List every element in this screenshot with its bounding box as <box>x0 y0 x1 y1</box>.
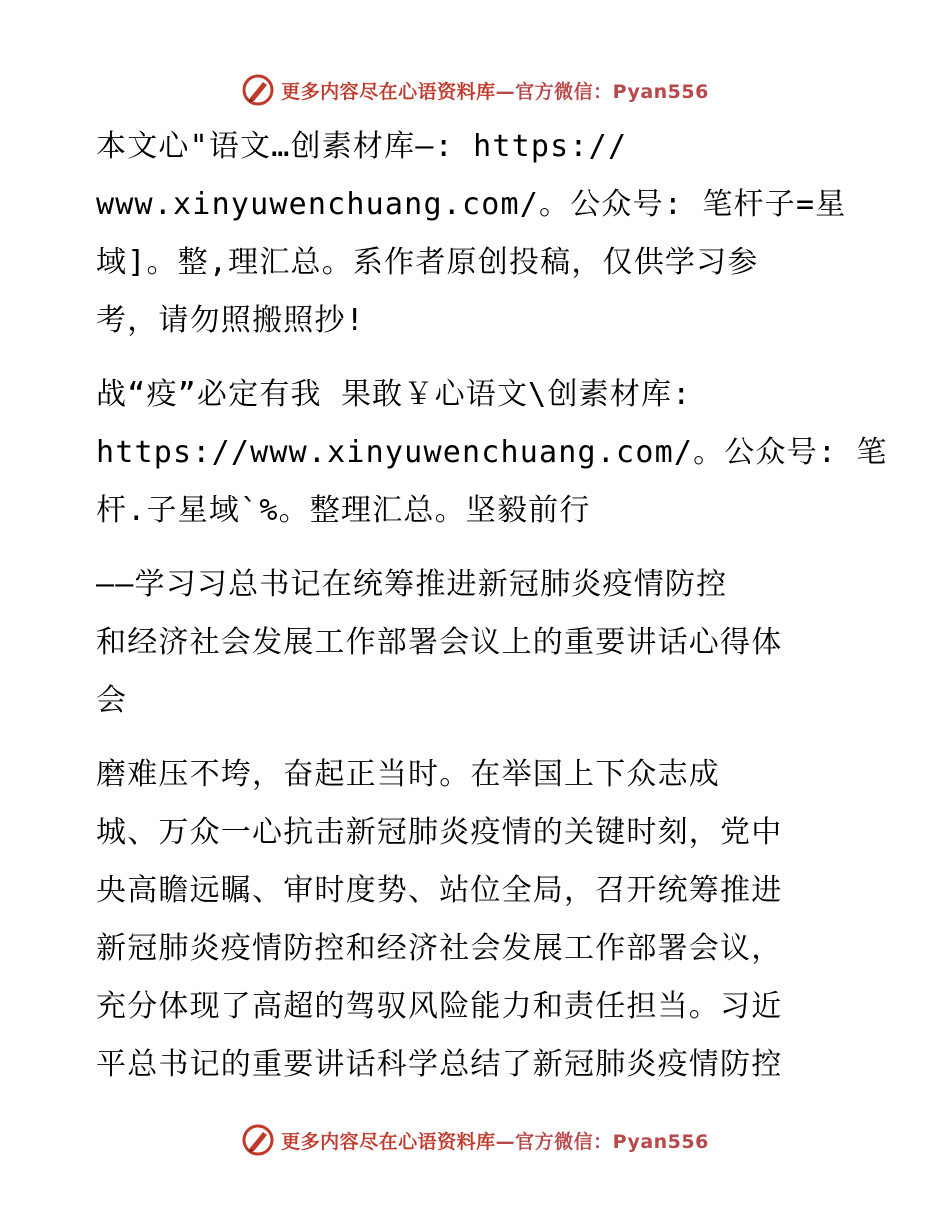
text-line: 战“疫”必定有我 果敢￥心语文\创素材库: <box>96 377 692 412</box>
text-line: 杆.子星域`%。整理汇总。坚毅前行 <box>96 493 591 528</box>
text-line: 新冠肺炎疫情防控和经济社会发展工作部署会议， <box>96 931 783 966</box>
text-line: 会 <box>96 683 128 718</box>
pen-logo-icon <box>241 73 275 107</box>
text-line: 充分体现了高超的驾驭风险能力和责任担当。习近 <box>96 989 783 1024</box>
banner-wechat-text: —官方微信：Pyan556 <box>495 1130 709 1153</box>
banner-text <box>281 1127 709 1154</box>
banner-wechat-text: —官方微信：Pyan556 <box>495 80 709 103</box>
text-line: 和经济社会发展工作部署会议上的重要讲话心得体 <box>96 625 783 660</box>
document-body <box>96 118 888 1094</box>
banner-main-text: 更多内容尽在心语资料库 <box>281 80 496 103</box>
paragraph-subtitle <box>96 556 866 730</box>
text-line: 磨难压不垮，奋起正当时。在举国上下众志成 <box>96 757 720 792</box>
footer-banner <box>0 1120 950 1160</box>
paragraph-title <box>96 366 888 540</box>
text-line: 央高瞻远瞩、审时度势、站位全局，召开统筹推进 <box>96 873 783 908</box>
text-line: 考，请勿照搬照抄! <box>96 303 365 338</box>
paragraph-source-notice <box>96 118 866 350</box>
text-line: 城、万众一心抗击新冠肺炎疫情的关键时刻，党中 <box>96 815 783 850</box>
paragraph-body <box>96 746 866 1094</box>
header-banner <box>0 70 950 110</box>
text-line: https://www.xinyuwenchuang.com/。公众号: 笔 <box>96 435 888 470</box>
pen-logo-icon <box>241 1123 275 1157</box>
text-line: 平总书记的重要讲话科学总结了新冠肺炎疫情防控 <box>96 1047 783 1082</box>
text-line: 本文心"语文…创素材库—: https:// <box>96 129 628 164</box>
banner-text <box>281 77 709 104</box>
text-line: ——学习习总书记在统筹推进新冠肺炎疫情防控 <box>96 567 728 602</box>
text-line: www.xinyuwenchuang.com/。公众号: 笔杆子=星 <box>96 187 847 222</box>
banner-main-text: 更多内容尽在心语资料库 <box>281 1130 496 1153</box>
text-line: 域]。整,理汇总。系作者原创投稿，仅供学习参 <box>96 245 759 280</box>
